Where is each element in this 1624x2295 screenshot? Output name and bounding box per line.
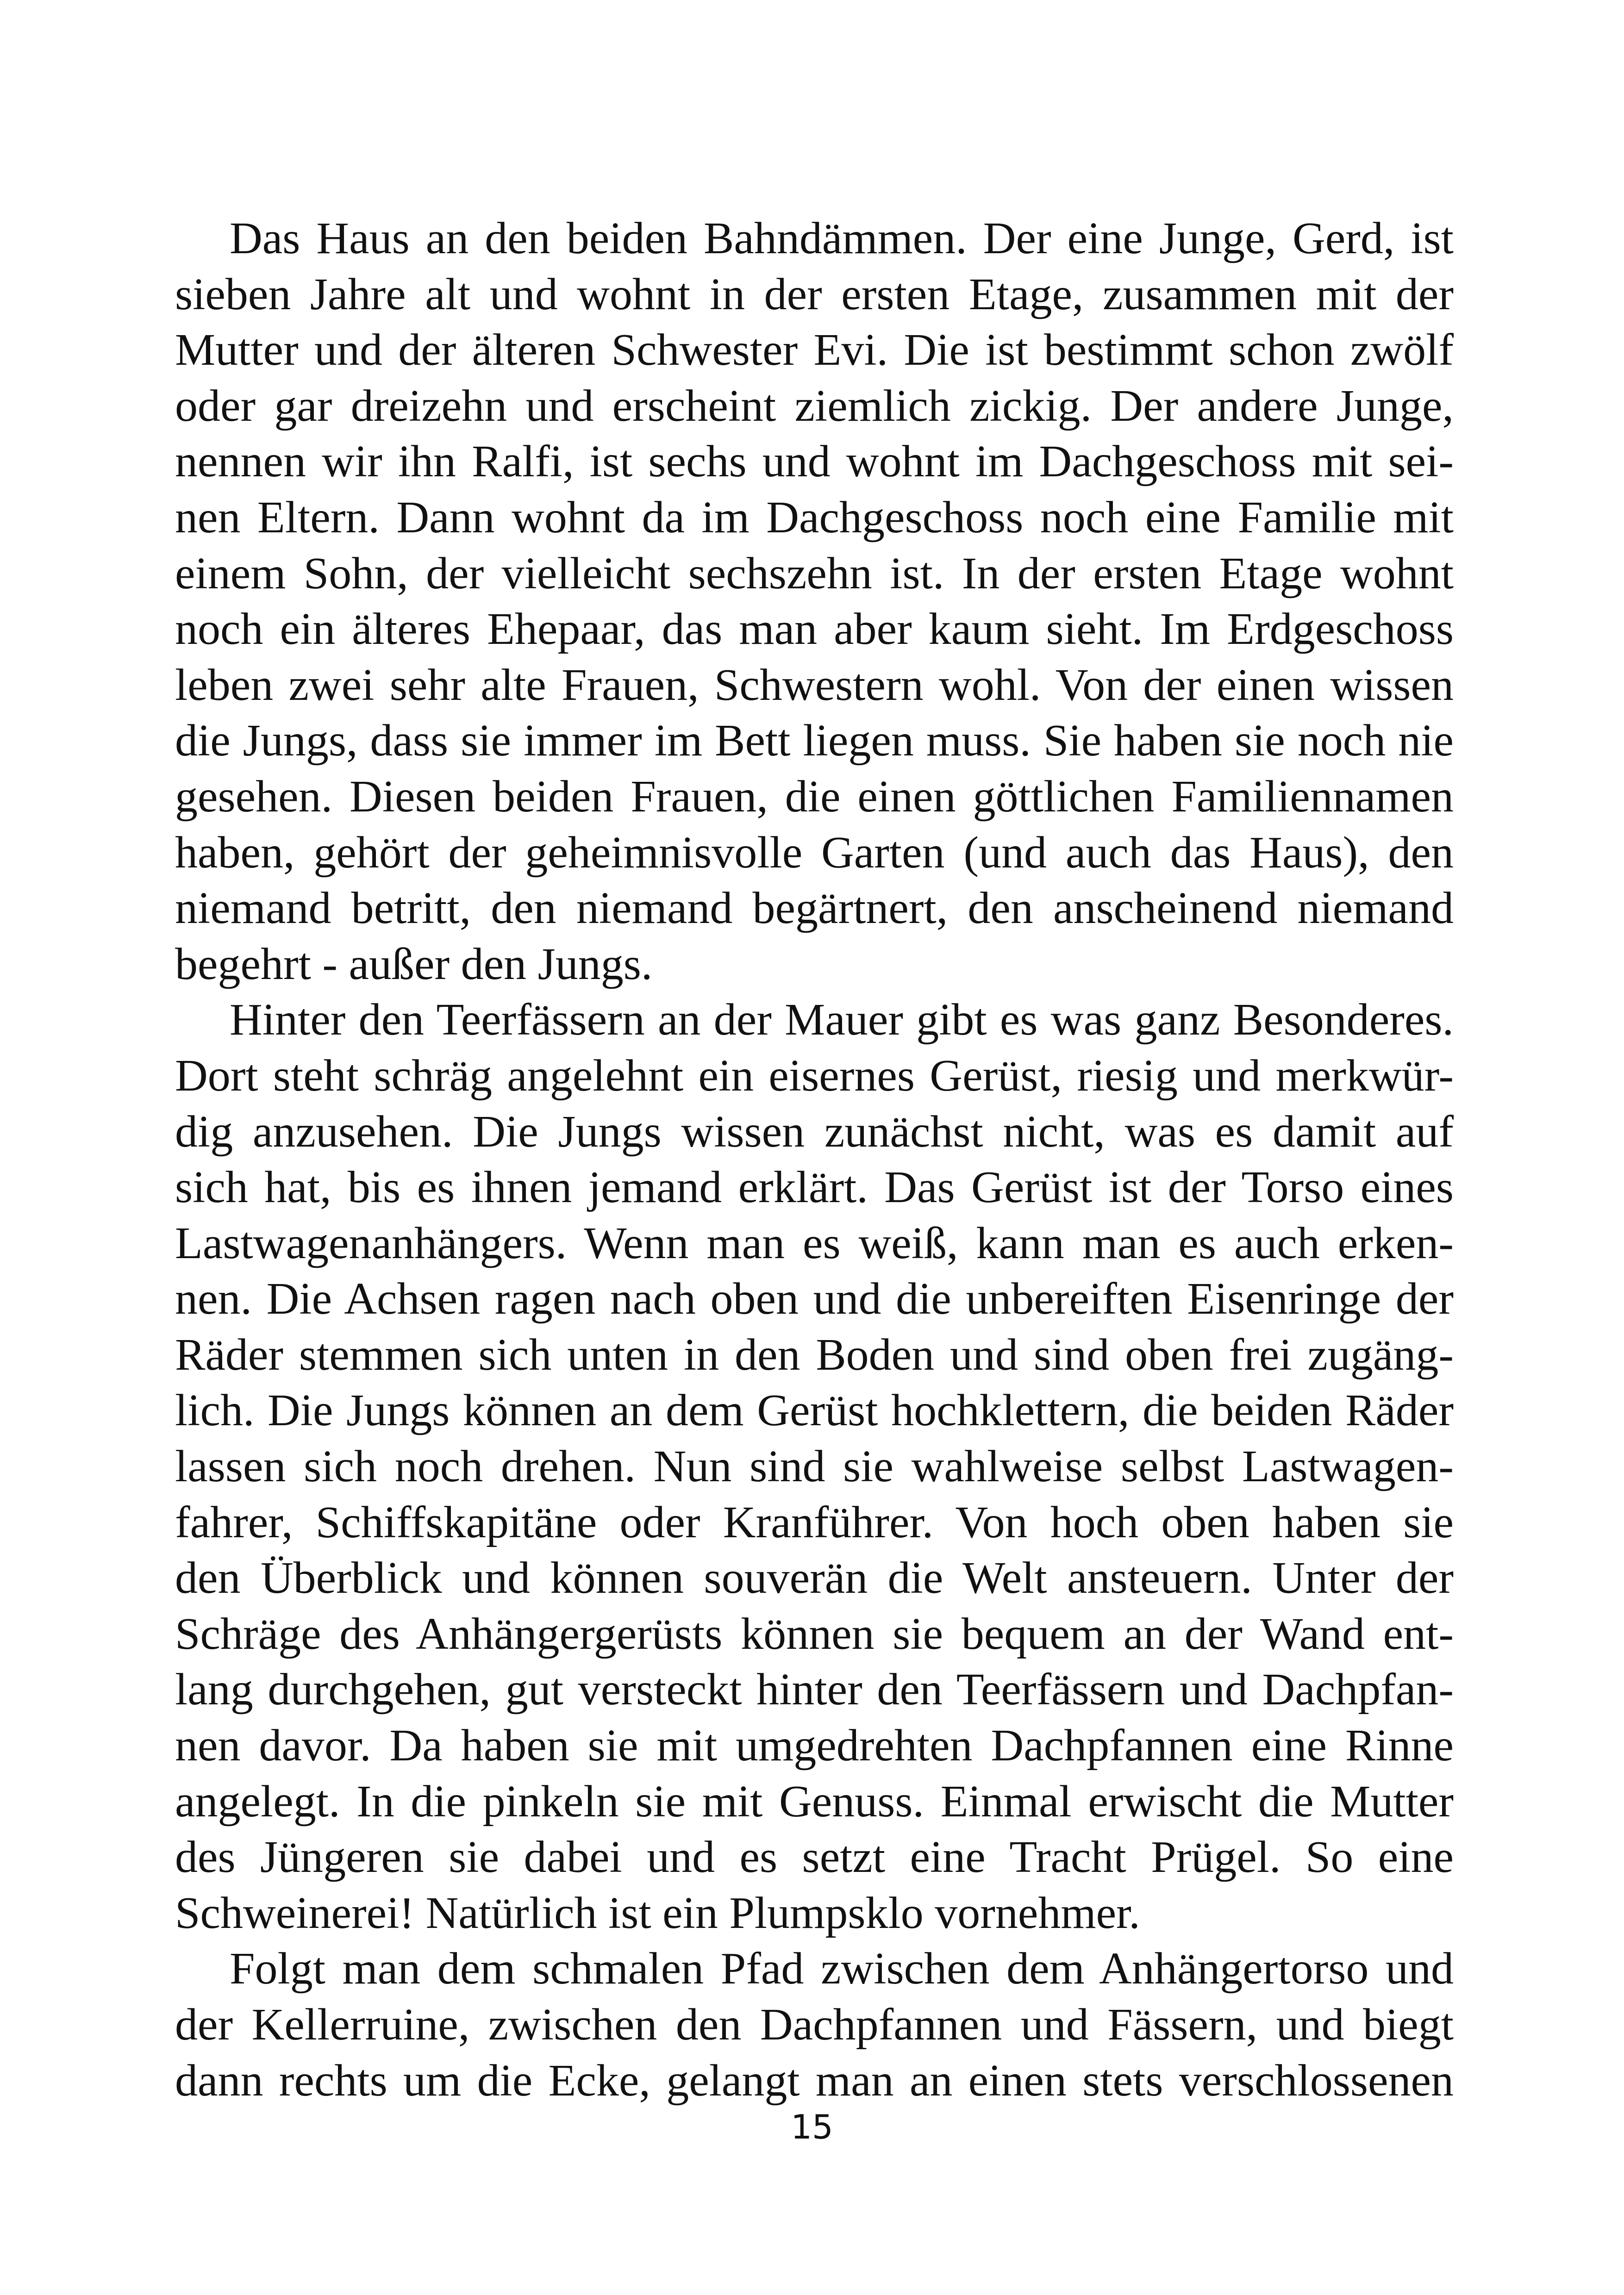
text-line: leben zwei sehr alte Frauen, Schwestern wohl. Von der einen wissen bbox=[175, 660, 1454, 710]
text-line: sieben Jahre alt und wohnt in der ersten Etage, zusammen mit der bbox=[175, 269, 1454, 319]
page-number: 15 bbox=[791, 2108, 833, 2146]
text-line: lich. Die Jungs können an dem Gerüst hochklettern, die beiden Räder bbox=[175, 1385, 1454, 1436]
text-line: fahrer, Schiffskapitäne oder Kranführer. Von hoch oben haben sie bbox=[175, 1497, 1454, 1547]
text-line: nen. Die Achsen ragen nach oben und die unbereiften Eisenringe der bbox=[175, 1274, 1454, 1324]
text-line: Schräge des Anhängergerüsts können sie bequem an der Wand ent- bbox=[175, 1609, 1454, 1659]
text-line: die Jungs, dass sie immer im Bett liegen muss. Sie haben sie noch nie bbox=[175, 716, 1454, 766]
text-line: Folgt man dem schmalen Pfad zwischen dem Anhängertorso und bbox=[230, 1944, 1454, 1994]
text-line: Dort steht schräg angelehnt ein eisernes Gerüst, riesig und merkwür- bbox=[175, 1050, 1454, 1101]
body-text bbox=[175, 211, 1454, 2108]
text-line: Schweinerei! Natürlich ist ein Plumpsklo vornehmer. bbox=[175, 1888, 1140, 1938]
text-line: gesehen. Diesen beiden Frauen, die einen göttlichen Familiennamen bbox=[175, 771, 1454, 822]
text-line: niemand betritt, den niemand begärtnert, den anscheinend niemand bbox=[175, 883, 1454, 934]
text-line: nennen wir ihn Ralfi, ist sechs und wohnt im Dachgeschoss mit sei- bbox=[175, 437, 1454, 487]
text-line: angelegt. In die pinkeln sie mit Genuss. Einmal erwischt die Mutter bbox=[175, 1776, 1454, 1827]
text-line: nen davor. Da haben sie mit umgedrehten Dachpfannen eine Rinne bbox=[175, 1721, 1454, 1771]
text-line: lassen sich noch drehen. Nun sind sie wahlweise selbst Lastwagen- bbox=[175, 1441, 1454, 1492]
text-line: Hinter den Teerfässern an der Mauer gibt es was ganz Besonderes. bbox=[230, 995, 1454, 1045]
text-line: oder gar dreizehn und erscheint ziemlich zickig. Der andere Junge, bbox=[175, 380, 1454, 431]
text-line: noch ein älteres Ehepaar, das man aber kaum sieht. Im Erdgeschoss bbox=[175, 604, 1454, 655]
text-line: Räder stemmen sich unten in den Boden und sind oben frei zugäng- bbox=[175, 1329, 1454, 1380]
text-line: des Jüngeren sie dabei und es setzt eine Tracht Prügel. So eine bbox=[175, 1832, 1454, 1883]
text-line: der Kellerruine, zwischen den Dachpfannen und Fässern, und biegt bbox=[175, 2000, 1454, 2050]
text-line: nen Eltern. Dann wohnt da im Dachgeschoss noch eine Familie mit bbox=[175, 492, 1454, 543]
text-line: den Überblick und können souverän die Welt ansteuern. Unter der bbox=[175, 1553, 1454, 1603]
text-line: Mutter und der älteren Schwester Evi. Die ist bestimmt schon zwölf bbox=[175, 325, 1454, 375]
text-line: dann rechts um die Ecke, gelangt man an einen stets verschlossenen bbox=[175, 2055, 1454, 2106]
text-line: lang durchgehen, gut versteckt hinter den Teerfässern und Dachpfan- bbox=[175, 1665, 1454, 1715]
text-line: dig anzusehen. Die Jungs wissen zunächst nicht, was es damit auf bbox=[175, 1106, 1454, 1157]
text-line: begehrt - außer den Jungs. bbox=[175, 939, 653, 989]
text-line: Das Haus an den beiden Bahndämmen. Der eine Junge, Gerd, ist bbox=[230, 213, 1454, 263]
text-line: Lastwagenanhängers. Wenn man es weiß, kann man es auch erken- bbox=[175, 1218, 1454, 1268]
text-line: haben, gehört der geheimnisvolle Garten (und auch das Haus), den bbox=[175, 827, 1454, 878]
text-line: sich hat, bis es ihnen jemand erklärt. Das Gerüst ist der Torso eines bbox=[175, 1162, 1454, 1213]
text-line: einem Sohn, der vielleicht sechszehn ist. In der ersten Etage wohnt bbox=[175, 548, 1454, 599]
